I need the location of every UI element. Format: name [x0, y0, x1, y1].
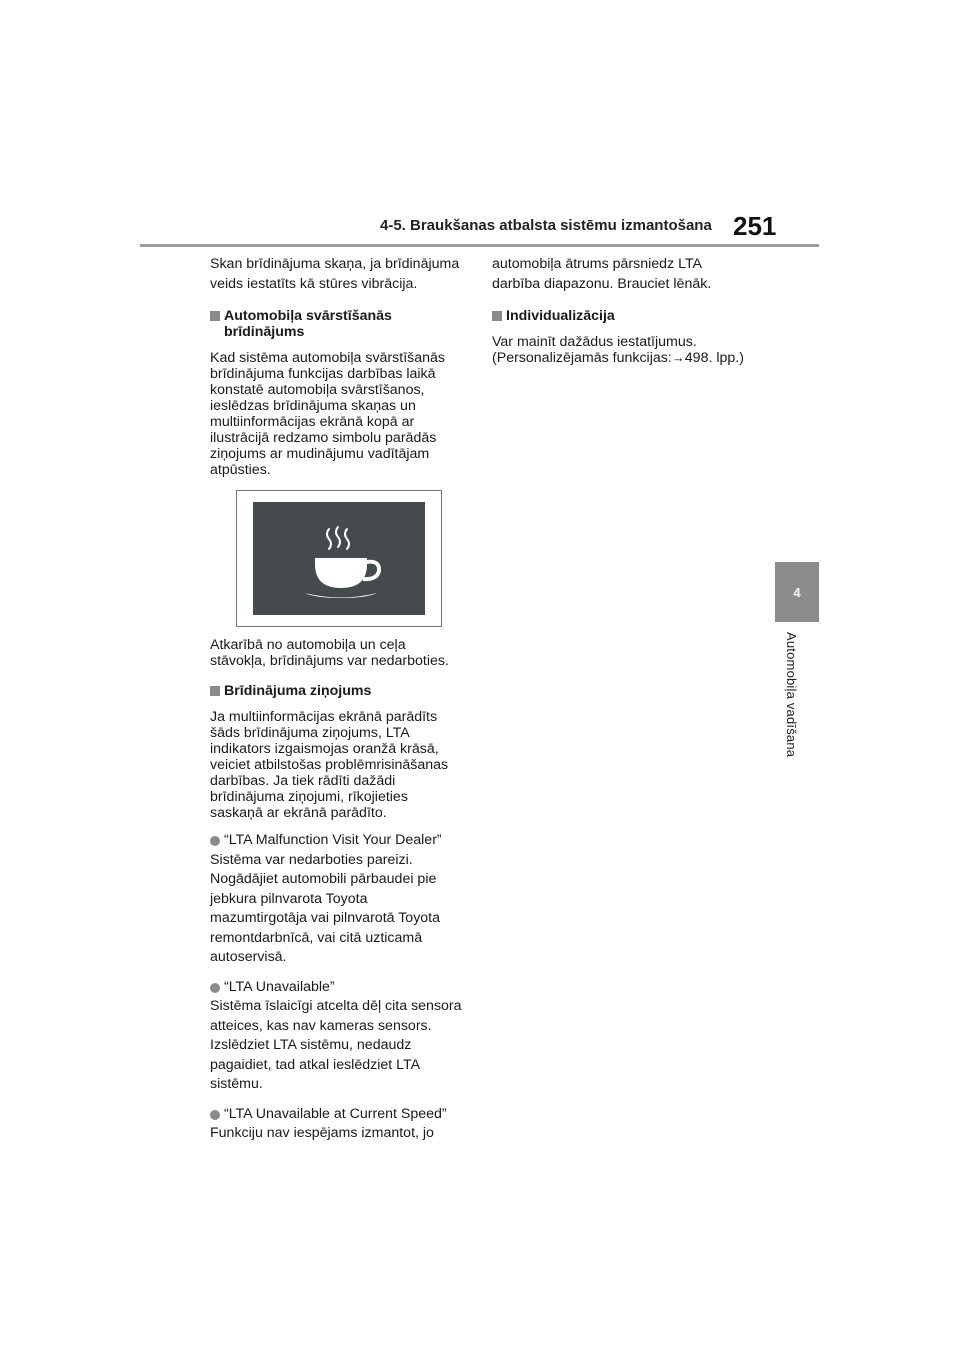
intro-line: veids iestatīts kā stūres vibrācija.	[210, 275, 418, 292]
body-line: ziņojums ar mudinājumu vadītājam	[210, 446, 430, 462]
body-line: atteices, kas nav kameras sensors.	[210, 1017, 432, 1034]
heading-text: Automobiļa svārstīšanās	[224, 308, 392, 324]
body-line: Izslēdziet LTA sistēmu, nedaudz	[210, 1037, 412, 1053]
chapter-label: Automobiļa vadīšana	[784, 632, 799, 758]
body-line: jebkura pilnvarota Toyota	[210, 890, 368, 907]
body-line: Var mainīt dažādus iestatījumus.	[492, 334, 697, 350]
sway-warning-heading	[210, 308, 468, 340]
square-bullet-icon	[210, 311, 220, 321]
square-bullet-icon	[492, 311, 502, 321]
page-number: 251	[733, 211, 777, 241]
heading-text: brīdinājums	[224, 324, 305, 340]
header-divider	[140, 244, 819, 247]
unavailable-message-item	[210, 978, 468, 998]
customization-body	[492, 334, 792, 366]
coffee-cup-icon	[253, 502, 425, 615]
body-line: darbības. Ja tiek rādīti dažādi	[210, 773, 396, 789]
warning-message-heading	[210, 683, 468, 699]
round-bullet-icon	[210, 983, 220, 993]
rest-warning-illustration	[236, 490, 442, 627]
speed-unavailable-message-body	[210, 1124, 468, 1144]
message-title: “LTA Unavailable at Current Speed”	[224, 1105, 447, 1122]
body-line: darbība diapazonu. Brauciet lēnāk.	[492, 275, 712, 292]
body-line: konstatē automobiļa svārstīšanos,	[210, 382, 425, 398]
square-bullet-icon	[210, 686, 220, 696]
body-line: pagaidiet, tad atkal ieslēdziet LTA	[210, 1056, 421, 1073]
body-line: Sistēma var nedarboties pareizi.	[210, 851, 413, 868]
body-line: Atkarībā no automobiļa un ceļa	[210, 637, 406, 653]
body-line: veiciet atbilstošas problēmrisināšanas	[210, 757, 449, 773]
body-line: mazumtirgotāja vai pilnvarotā Toyota	[210, 910, 441, 926]
right-column	[492, 255, 792, 366]
body-line: Nogādājiet automobili pārbaudei pie	[210, 871, 437, 887]
heading-text: Individualizācija	[506, 308, 615, 324]
body-line: ieslēdzas brīdinājuma skaņas un	[210, 398, 416, 414]
message-title: “LTA Malfunction Visit Your Dealer”	[224, 832, 442, 848]
reference-prefix: (Personalizējamās funkcijas:	[492, 350, 672, 366]
body-line: saskaņā ar ekrānā parādīto.	[210, 805, 387, 821]
malfunction-message-body	[210, 851, 468, 968]
body-line: remontdarbnīcā, vai citā uzticamā	[210, 929, 423, 946]
body-line: brīdinājuma funkcijas darbības laikā	[210, 366, 436, 382]
chapter-number: 4	[793, 584, 801, 600]
section-title: 4-5. Braukšanas atbalsta sistēmu izmantošana	[380, 217, 712, 234]
sway-warning-body	[210, 350, 468, 478]
body-line: Funkciju nav iespējams izmantot, jo	[210, 1125, 434, 1141]
intro-line: Skan brīdinājuma skaņa, ja brīdinājuma	[210, 256, 460, 272]
body-line: sistēmu.	[210, 1076, 263, 1092]
illustration-note	[210, 637, 468, 669]
body-line: brīdinājuma ziņojumi, rīkojieties	[210, 789, 408, 805]
body-line: autoservisā.	[210, 949, 287, 965]
round-bullet-icon	[210, 1110, 220, 1120]
cross-reference	[492, 350, 792, 366]
page-reference-link[interactable]: 498. lpp.)	[684, 350, 744, 366]
heading-text: Brīdinājuma ziņojums	[224, 683, 372, 699]
body-line: automobiļa ātrums pārsniedz LTA	[492, 256, 703, 272]
unavailable-message-body	[210, 997, 468, 1095]
round-bullet-icon	[210, 836, 220, 846]
arrow-right-icon: →	[671, 350, 685, 365]
body-line: Ja multiinformācijas ekrānā parādīts	[210, 709, 438, 725]
body-line: Kad sistēma automobiļa svārstīšanās	[210, 350, 445, 366]
body-line: šāds brīdinājuma ziņojums, LTA	[210, 725, 410, 741]
chapter-tab	[775, 562, 819, 622]
customization-heading	[492, 308, 792, 324]
left-column	[210, 255, 468, 1144]
body-line: ilustrācijā redzamo simbolu parādās	[210, 430, 437, 446]
speed-unavailable-message-item	[210, 1105, 468, 1125]
body-line: indikators izgaismojas oranžā krāsā,	[210, 741, 439, 757]
body-line: Sistēma īslaicīgi atcelta dēļ cita sensora	[210, 998, 462, 1014]
message-title: “LTA Unavailable”	[224, 978, 335, 995]
warning-message-body	[210, 709, 468, 821]
body-line: atpūsties.	[210, 462, 271, 478]
body-line: stāvokļa, brīdinājums var nedarboties.	[210, 653, 449, 669]
multi-information-display	[253, 502, 425, 615]
malfunction-message-item	[210, 831, 468, 851]
body-line: multiinformācijas ekrānā kopā ar	[210, 414, 415, 430]
